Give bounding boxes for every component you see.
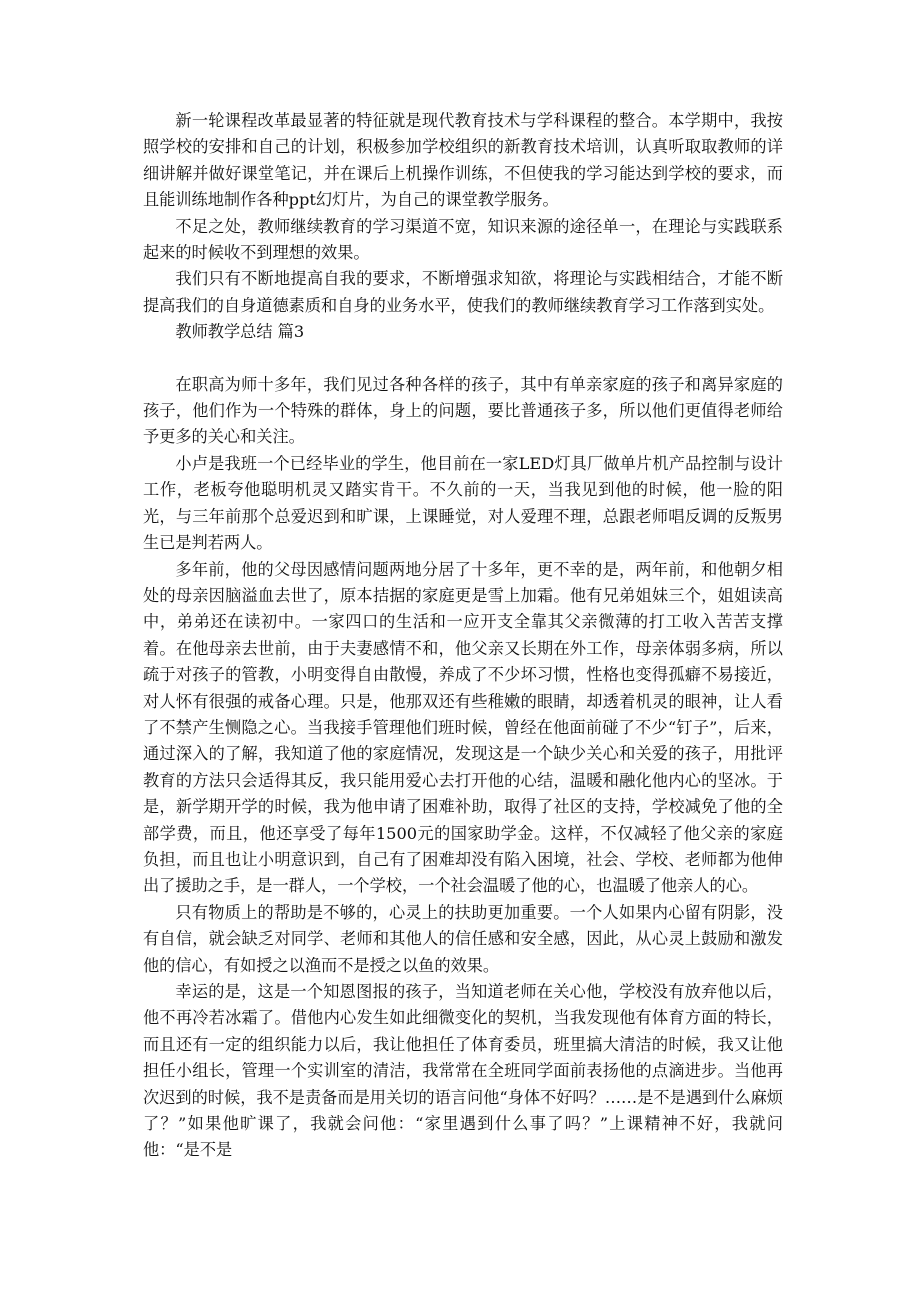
intro-paragraph: 我们只有不断地提高自我的要求，不断增强求知欲，将理论与实践相结合，才能不断提高我们的自身道德素质和自身的业务水平，使我们的教师继续教育学习工作落到实处。 xyxy=(143,269,783,315)
document-page xyxy=(143,108,783,1164)
body-paragraph: 多年前，他的父母因感情问题两地分居了十多年，更不幸的是，两年前，和他朝夕相处的母亲因脑溢血去世了，原本拮据的家庭更是雪上加霜。他有兄弟姐妹三个，姐姐读高中，弟弟还在读初中。一家四口的生活和一应开支全靠其父亲微薄的打工收入苦苦支撑着。在他母亲去世前，由于夫妻感情不和，他父亲又长期在外工作，母亲体弱多病，所以疏于对孩子的管教，小明变得自由散慢，养成了不少坏习惯，性格也变得孤癖不易接近，对人怀有很强的戒备心理。只是，他那双还有些稚嫩的眼睛，却透着机灵的眼神，让人看了不禁产生恻隐之心。当我接手管理他们班时候，曾经在他面前碰了不少“钉子”，后来，通过深入的了解，我知道了他的家庭情况，发现这是一个缺少关心和关爱的孩子，用批评教育的方法只会适得其反，我只能用爱心去打开他的心结，温暖和融化他内心的坚冰。于是，新学期开学的时候，我为他申请了困难补助，取得了社区的支持，学校减免了他的全部学费，而且，他还享受了每年1500元的国家助学金。这样，不仅减轻了他父亲的家庭负担，而且也让小明意识到，自己有了困难却没有陷入困境，社会、学校、老师都为他伸出了援助之手，是一群人，一个学校，一个社会温暖了他的心，也温暖了他亲人的心。 xyxy=(143,559,783,896)
body-paragraph: 小卢是我班一个已经毕业的学生，他目前在一家LED灯具厂做单片机产品控制与设计工作，老板夸他聪明机灵又踏实肯干。不久前的一天，当我见到他的时候，他一脸的阳光，与三年前那个总爱迟到和旷课，上课睡觉，对人爱理不理，总跟老师唱反调的反叛男生已是判若两人。 xyxy=(143,453,783,553)
section-title: 教师教学总结 篇3 xyxy=(175,322,305,342)
body-paragraph: 幸运的是，这是一个知恩图报的孩子，当知道老师在关心他，学校没有放弃他以后，他不再冷若冰霜了。借他内心发生如此细微变化的契机，当我发现他有体育方面的特长，而且还有一定的组织能力以后，我让他担任了体育委员，班里搞大清洁的时候，我又让他担任小组长，管理一个实训室的清洁，我常常在全班同学面前表扬他的点滴进步。当他再次迟到的时候，我不是责备而是用关切的语言问他“身体不好吗？……是不是遇到什么麻烦了？”如果他旷课了，我就会问他：“家里遇到什么事了吗？”上课精神不好，我就问他：“是不是 xyxy=(143,982,783,1160)
intro-paragraph: 新一轮课程改革最显著的特征就是现代教育技术与学科课程的整合。本学期中，我按照学校的安排和自己的计划，积极参加学校组织的新教育技术培训，认真听取取教师的详细讲解并做好课堂笔记，并在课后上机操作训练，不但使我的学习能达到学校的要求，而且能训练地制作各种ppt幻灯片，为自己的课堂教学服务。 xyxy=(143,111,783,210)
intro-paragraph: 不足之处，教师继续教育的学习渠道不宽，知识来源的途径单一，在理论与实践联系起来的时候收不到理想的效果。 xyxy=(143,216,783,263)
body-paragraph: 在职高为师十多年，我们见过各种各样的孩子，其中有单亲家庭的孩子和离异家庭的孩子，他们作为一个特殊的群体，身上的问题，要比普通孩子多，所以他们更值得老师给予更多的关心和关注。 xyxy=(143,374,783,447)
body-paragraph: 只有物质上的帮助是不够的，心灵上的扶助更加重要。一个人如果内心留有阴影，没有自信，就会缺乏对同学、老师和其他人的信任感和安全感，因此，从心灵上鼓励和激发他的信心，有如授之以渔而不是授之以鱼的效果。 xyxy=(143,902,783,975)
